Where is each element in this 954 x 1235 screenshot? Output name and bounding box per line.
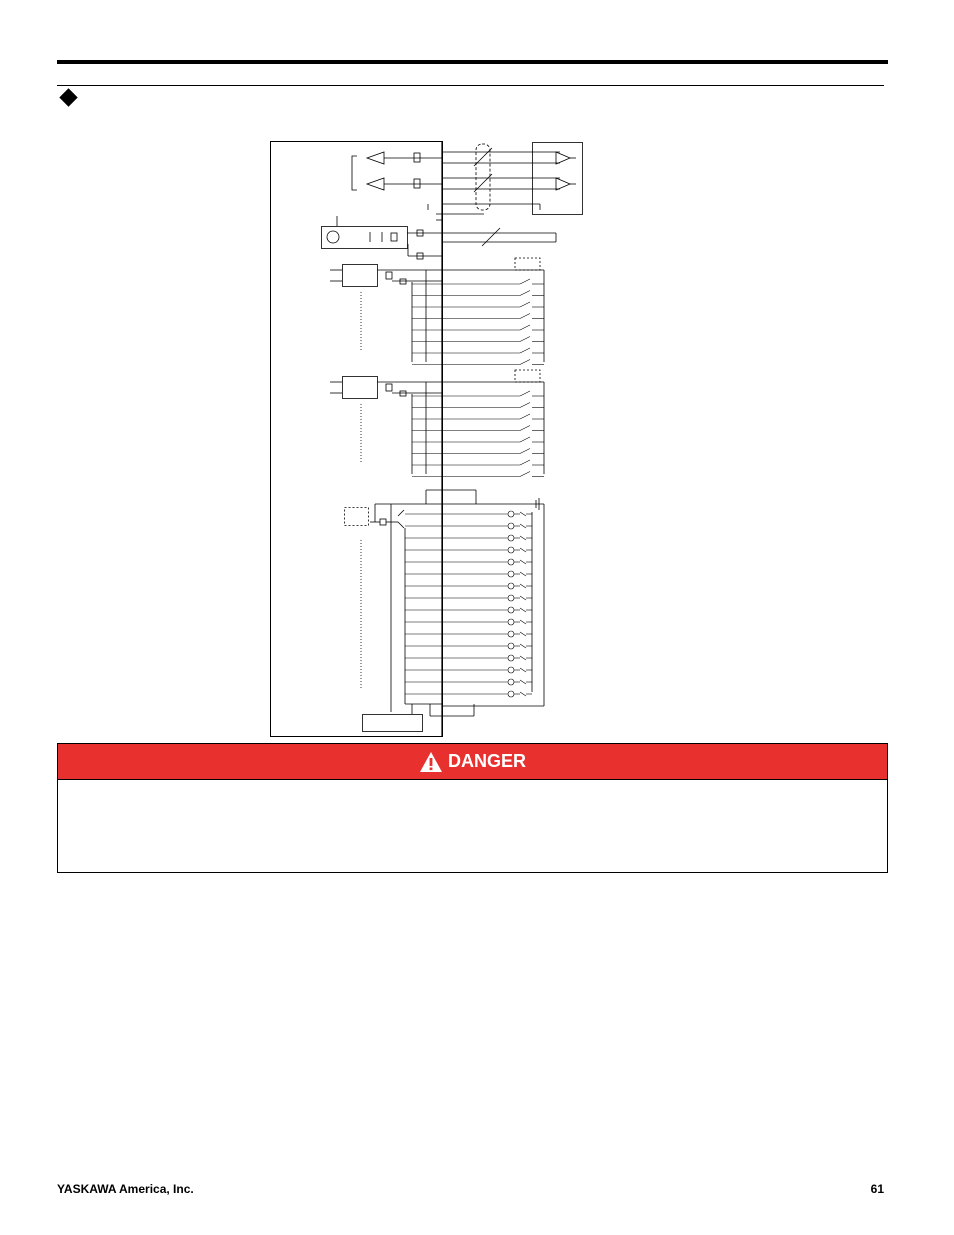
warning-triangle-icon [419,751,443,773]
danger-header [58,744,887,780]
danger-box [57,743,888,873]
footer-company: YASKAWA America, Inc. [57,1182,194,1196]
danger-label: DANGER [447,751,526,771]
page-number: 61 [870,1182,884,1196]
